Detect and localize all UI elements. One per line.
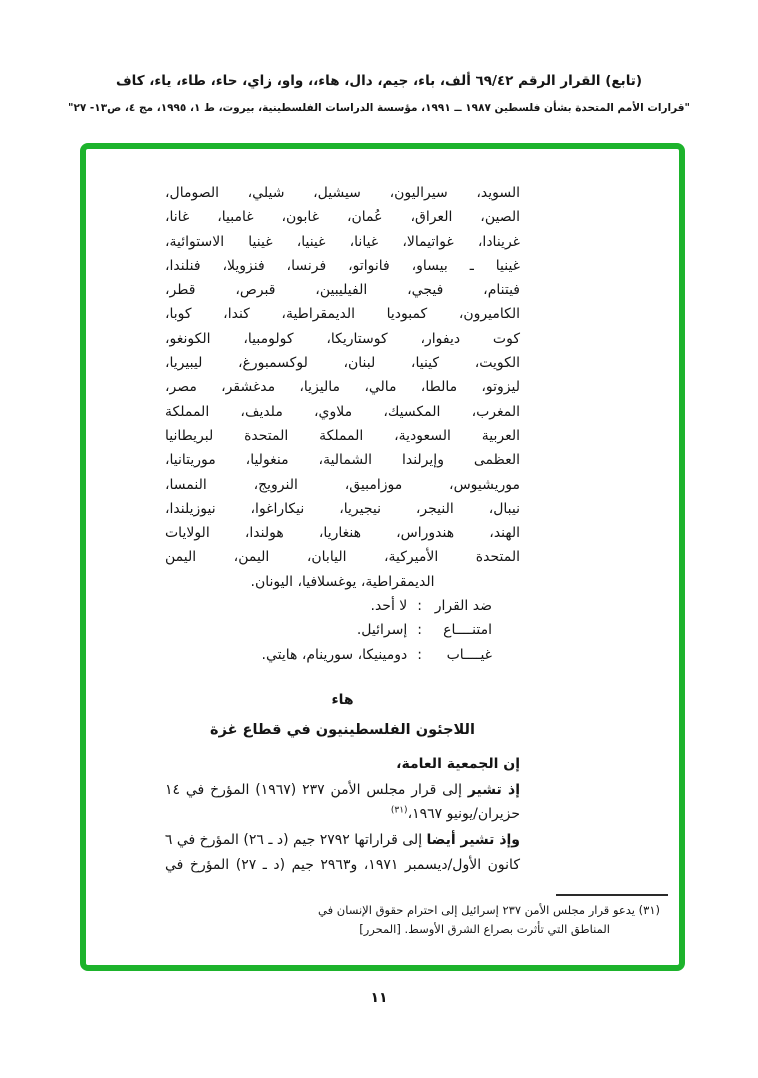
country-list-line: نيبال، النيجر، نيجيريا، نيكاراغوا، نيوزيلندا،: [165, 500, 520, 517]
country-list-line: المتحدة الأميركية، اليابان، اليمن، اليمن: [165, 549, 520, 566]
paragraph-line: [165, 802, 520, 826]
section-title: اللاجئون الفلسطينيون في قطاع غزة: [210, 722, 475, 739]
main-text-column: [165, 181, 520, 877]
paragraph-text: إلى قرار مجلس الأمن ٢٣٧ (١٩٦٧) المؤرخ في ١٤: [165, 781, 468, 798]
vote-label: ضد القرار: [434, 598, 492, 615]
vote-value: إسرائيل.: [356, 622, 408, 639]
document-header-title: (تابع) القرار الرقم ٦٩/٤٢ ألف، باء، جيم، دال، هاء،، واو، زاي، حاء، طاء، ياء، كاف: [115, 73, 643, 89]
footnote-reference: (٣١): [390, 805, 408, 816]
vote-label: غيــــاب: [446, 646, 492, 663]
paragraph-lead: وإذ تشير أيضا: [426, 832, 520, 849]
vote-label: امتنــــاع: [443, 622, 492, 639]
country-list-line: فيتنام، فيجي، الفيليبين، قبرص، قطر،: [165, 282, 520, 299]
vote-row-absent: [165, 643, 520, 667]
country-list-line: غرينادا، غواتيمالا، غيانا، غينيا، غينيا الاستوائية،: [165, 233, 520, 250]
vote-colon: :: [417, 622, 422, 639]
paragraph-line: [165, 778, 520, 802]
preamble-intro: إن الجمعية العامة،: [396, 755, 520, 772]
paragraph-line: كانون الأول/ديسمبر ١٩٧١، و٢٩٦٣ جيم (د ـ ٢٧) المؤرخ في: [165, 856, 520, 873]
vote-colon: :: [417, 598, 422, 615]
footnote-line: المناطق التي تأثرت بصراع الشرق الأوسط. [المحرر]: [359, 922, 610, 936]
footnote-block: [250, 901, 660, 939]
footnote-separator-rule: [556, 894, 668, 896]
country-list-line: موريشيوس، موزامبيق، النرويج، النمسا،: [165, 476, 520, 493]
vote-value: لا أحد.: [370, 598, 408, 615]
vote-row-against: [165, 594, 520, 618]
paragraph-text: إلى قراراتها ٢٧٩٢ جيم (د ـ ٢٦) المؤرخ في ٦: [164, 832, 427, 849]
vote-value: دومينيكا، سورينام، هايتي.: [261, 646, 408, 663]
country-list-line: ليزوتو، مالطا، مالي، ماليزيا، مدغشقر، مصر،: [165, 379, 520, 396]
country-list-line: العظمى وإيرلندا الشمالية، منغوليا، موريتانيا،: [165, 452, 520, 469]
document-header-source: "قرارات الأمم المتحدة بشأن فلسطين ١٩٨٧ ــ ١٩٩١، مؤسسة الدراسات الفلسطينية، بيروت، ط ١، ١٩٩٥، مج ٤، ص١٣- ٢٧": [67, 102, 691, 114]
paragraph-lead: إذ تشير: [467, 781, 520, 798]
country-list-line: كوت ديفوار، كوستاريكا، كولومبيا، الكونغو،: [165, 330, 520, 347]
country-list-line: الكويت، كينيا، لبنان، لوكسمبورغ، ليبيريا،: [165, 355, 520, 372]
country-list-line: الهند، هندوراس، هنغاريا، هولندا، الولايات: [165, 525, 520, 542]
footnote-line: (٣١) يدعو قرار مجلس الأمن ٢٣٧ إسرائيل إلى احترام حقوق الإنسان في: [318, 903, 660, 917]
country-list-line: العربية السعودية، المملكة المتحدة لبريطانيا: [165, 427, 520, 444]
vote-colon: :: [417, 646, 422, 663]
country-list-line: غينيا ـ بيساو، فانواتو، فرنسا، فنزويلا، فنلندا،: [165, 257, 520, 274]
section-letter: هاء: [331, 691, 354, 708]
country-list-last-line: الديمقراطية، يوغسلافيا، اليونان.: [250, 573, 435, 590]
paragraph-line: [165, 828, 520, 852]
paragraph-text: حزيران/يونيو ١٩٦٧،: [407, 806, 520, 823]
country-list-line: الصين، العراق، عُمان، غابون، غامبيا، غانا،: [165, 209, 520, 226]
vote-row-abstain: [165, 618, 520, 642]
country-list-line: الكاميرون، كمبوديا الديمقراطية، كندا، كوبا،: [165, 306, 520, 323]
page-number: ١١: [370, 990, 388, 1006]
country-list-line: المغرب، المكسيك، ملاوي، ملديف، المملكة: [165, 403, 520, 420]
country-list-line: السويد، سيراليون، سيشيل، شيلي، الصومال،: [165, 185, 520, 201]
